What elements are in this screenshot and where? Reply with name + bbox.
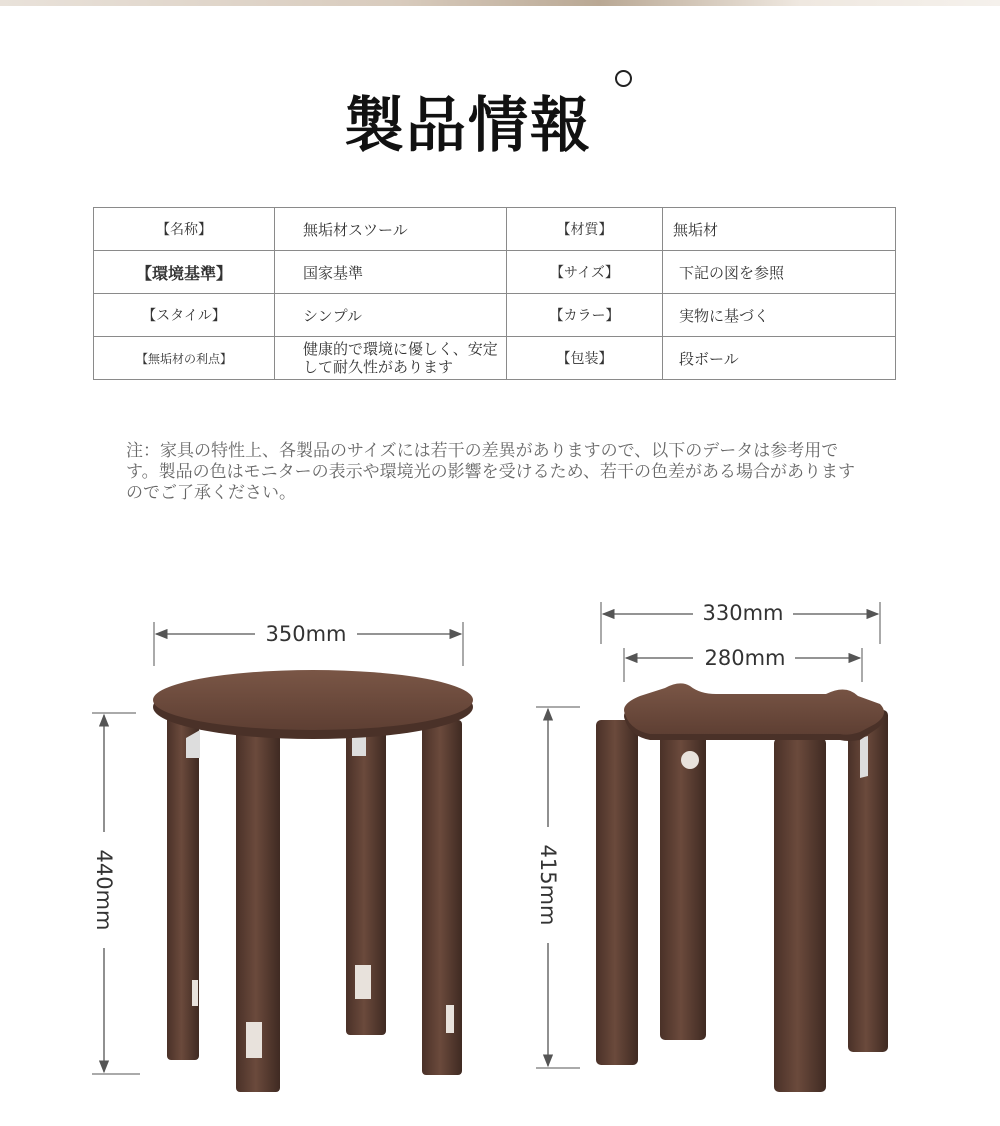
right-height-label: 415mm	[536, 844, 560, 926]
stacking-stool-illustration	[596, 683, 888, 1092]
outer-width-label: 330mm	[702, 601, 784, 625]
leg-slot	[192, 980, 198, 1006]
table-row	[94, 294, 896, 337]
dimension-diagram	[0, 560, 1000, 1120]
inner-width-label: 280mm	[704, 646, 786, 670]
stool-leg	[422, 720, 462, 1075]
leg-slot	[355, 965, 371, 999]
seat-top	[153, 670, 473, 730]
stool-leg	[774, 738, 826, 1092]
leg-notch	[681, 751, 699, 769]
disclaimer-note: 注：家具の特性上、各製品のサイズには若干の差異がありますので、以下のデータは参考用です。製品の色はモニターの表示や環境光の影響を受けるため、若干の色差がある場合がありますのでご了承ください。	[126, 441, 855, 503]
spec-value: 健康的で環境に優しく、安定して耐久性があります	[275, 337, 507, 380]
spec-value: 段ボール	[663, 337, 896, 380]
stool-leg	[167, 710, 199, 1060]
leg-slot	[246, 1022, 262, 1058]
spec-value: シンプル	[275, 294, 507, 337]
spec-label: 【スタイル】	[94, 294, 275, 337]
spec-label: 【包装】	[507, 337, 663, 380]
spec-label: 【サイズ】	[507, 251, 663, 294]
spec-table	[93, 207, 896, 380]
seat-top	[624, 683, 884, 734]
table-row	[94, 337, 896, 380]
spec-label: 【カラー】	[507, 294, 663, 337]
stool-leg	[596, 720, 638, 1065]
table-row	[94, 251, 896, 294]
spec-value: 下記の図を参照	[663, 251, 896, 294]
spec-label: 【環境基準】	[94, 251, 275, 294]
leg-slot	[446, 1005, 454, 1033]
spec-value: 無垢材スツール	[275, 208, 507, 251]
height-label: 440mm	[92, 849, 116, 931]
round-stool-illustration	[153, 670, 473, 1092]
top-banner-strip	[0, 0, 1000, 6]
page-title: 製品情報	[344, 91, 592, 161]
width-label: 350mm	[265, 622, 347, 646]
spec-value: 実物に基づく	[663, 294, 896, 337]
spec-value: 国家基準	[275, 251, 507, 294]
stool-leg	[660, 735, 706, 1040]
spec-label: 【材質】	[507, 208, 663, 251]
spec-value: 無垢材	[663, 208, 896, 251]
circle-decoration-icon	[615, 70, 632, 87]
metal-bracket	[860, 736, 868, 778]
spec-label: 【無垢材の利点】	[94, 337, 275, 380]
spec-label: 【名称】	[94, 208, 275, 251]
table-row	[94, 208, 896, 251]
